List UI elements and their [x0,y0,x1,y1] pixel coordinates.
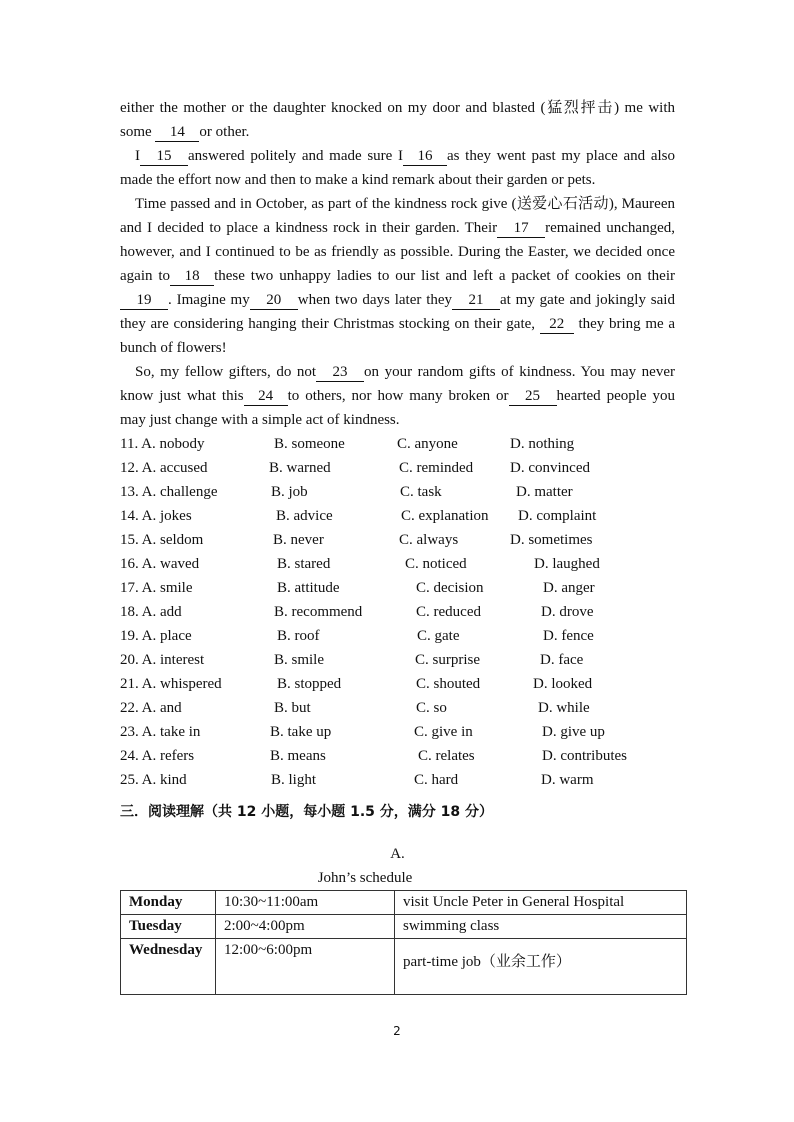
option-row [120,480,675,504]
section-title: 三．阅读理解（共 12 小题，每小题 1.5 分，满分 18 分） [120,804,494,820]
table-row [121,939,687,995]
option-a[interactable]: 20. A. interest [120,652,205,668]
option-a[interactable]: 15. A. seldom [120,532,204,548]
blank-14[interactable]: 14 [155,124,199,142]
option-a[interactable]: 13. A. challenge [120,484,218,500]
option-b[interactable]: B. someone [274,436,345,452]
text: Time passed and in October, as part of the kindness rock give (送爱心石活动), Maureen and I decided to place a kindness rock in their garden. Their [120,196,675,236]
option-a[interactable]: 17. A. smile [120,580,193,596]
option-b[interactable]: B. smile [274,652,325,668]
paragraph-3 [120,192,675,360]
text: on your random gifts of kindness. You may never know just what this [120,364,675,404]
blank-24[interactable]: 24 [244,388,288,406]
text: when two days later they [297,292,453,308]
option-d[interactable]: D. give up [542,724,605,740]
option-b[interactable]: B. job [271,484,308,500]
option-a[interactable]: 23. A. take in [120,724,201,740]
text: . Imagine my [168,292,250,308]
option-c[interactable]: C. so [416,700,447,716]
option-a[interactable]: 19. A. place [120,628,192,644]
option-b[interactable]: B. take up [270,724,332,740]
option-a[interactable]: 16. A. waved [120,556,200,572]
day-cell: Tuesday [121,915,216,939]
option-row [120,528,675,552]
option-c[interactable]: C. shouted [416,676,481,692]
paragraph-4 [120,360,675,432]
blank-18[interactable]: 18 [170,268,214,286]
option-row [120,648,675,672]
option-a[interactable]: 11. A. nobody [120,436,205,452]
option-d[interactable]: D. nothing [510,436,575,452]
option-c[interactable]: C. relates [418,748,475,764]
option-b[interactable]: B. attitude [277,580,340,596]
blank-25[interactable]: 25 [509,388,557,406]
option-d[interactable]: D. matter [516,484,573,500]
option-d[interactable]: D. drove [541,604,594,620]
option-c[interactable]: C. task [400,484,442,500]
activity-cell: visit Uncle Peter in General Hospital [395,891,687,915]
option-b[interactable]: B. never [273,532,324,548]
blank-17[interactable]: 17 [497,220,545,238]
option-b[interactable]: B. means [270,748,326,764]
option-c[interactable]: C. decision [416,580,484,596]
option-c[interactable]: C. gate [417,628,460,644]
text: at my gate and jokingly said they are considering hanging their Christmas stocking on their gate, [120,292,675,332]
text: So, my fellow gifters, do not [135,364,317,380]
option-c[interactable]: C. reminded [399,460,474,476]
option-d[interactable]: D. warm [541,772,594,788]
option-c[interactable]: C. anyone [397,436,458,452]
text: hearted people you may just change with a simple act of kindness. [120,388,675,428]
option-a[interactable]: 22. A. and [120,700,182,716]
option-row [120,672,675,696]
time-cell: 2:00~4:00pm [216,915,395,939]
option-a[interactable]: 25. A. kind [120,772,187,788]
option-b[interactable]: B. roof [277,628,320,644]
text: to others, nor how many broken or [287,388,509,404]
option-d[interactable]: D. anger [543,580,595,596]
option-a[interactable]: 21. A. whispered [120,676,222,692]
paragraph-1 [120,96,675,144]
option-d[interactable]: D. complaint [518,508,597,524]
section-label: A. [390,846,405,862]
option-c[interactable]: C. explanation [401,508,489,524]
option-d[interactable]: D. contributes [542,748,627,764]
blank-20[interactable]: 20 [250,292,298,310]
blank-15[interactable]: 15 [140,148,188,166]
option-row [120,696,675,720]
option-d[interactable]: D. looked [533,676,593,692]
option-row [120,552,675,576]
option-row [120,744,675,768]
text: remained unchanged, however, and I continued to be as friendly as possible. During the Easter, we decided once again to [120,220,675,284]
option-d[interactable]: D. face [540,652,584,668]
table-row [121,915,687,939]
option-c[interactable]: C. surprise [415,652,480,668]
option-d[interactable]: D. while [538,700,590,716]
text: these two unhappy ladies to our list and left a packet of cookies on their [214,268,675,284]
option-row [120,504,675,528]
option-b[interactable]: B. stared [277,556,331,572]
blank-21[interactable]: 21 [452,292,500,310]
activity-cell: swimming class [395,915,687,939]
option-row [120,624,675,648]
text: answered politely and made sure I [188,148,403,164]
time-cell: 10:30~11:00am [216,891,395,915]
option-c[interactable]: C. always [399,532,459,548]
option-a[interactable]: 12. A. accused [120,460,208,476]
option-d[interactable]: D. fence [543,628,594,644]
option-a[interactable]: 18. A. add [120,604,182,620]
option-c[interactable]: C. reduced [416,604,481,620]
option-c[interactable]: C. noticed [405,556,467,572]
option-b[interactable]: B. warned [269,460,331,476]
time-cell: 12:00~6:00pm [216,939,395,995]
option-row [120,456,675,480]
table-row [121,891,687,915]
blank-16[interactable]: 16 [403,148,447,166]
option-b[interactable]: B. but [274,700,311,716]
blank-23[interactable]: 23 [316,364,364,382]
schedule-table [120,890,687,995]
text: or other. [199,124,250,140]
option-d[interactable]: D. laughed [534,556,600,572]
option-row [120,720,675,744]
option-d[interactable]: D. sometimes [510,532,593,548]
option-b[interactable]: B. recommend [274,604,363,620]
day-cell: Wednesday [121,939,216,995]
activity-cell: part-time job（业余工作） [395,939,687,995]
text: they bring me a bunch of flowers! [120,316,675,356]
option-b[interactable]: B. stopped [277,676,342,692]
blank-22[interactable]: 22 [540,316,574,334]
options-list [120,432,675,792]
text: either the mother or the daughter knocked on my door and blasted (猛烈抨击) me with some [120,100,675,140]
table-title: John’s schedule [317,870,413,886]
paragraph-2 [120,144,675,192]
text: as they went past my place and also made the effort now and then to make a kind remark about their garden or pets. [120,148,675,188]
text: I [135,148,140,164]
option-c[interactable]: C. hard [414,772,459,788]
blank-19[interactable]: 19 [120,292,168,310]
option-b[interactable]: B. advice [276,508,333,524]
page-number: 2 [393,1024,401,1038]
option-d[interactable]: D. convinced [510,460,590,476]
option-a[interactable]: 24. A. refers [120,748,195,764]
option-c[interactable]: C. give in [414,724,473,740]
option-row [120,600,675,624]
option-a[interactable]: 14. A. jokes [120,508,192,524]
option-row [120,576,675,600]
option-b[interactable]: B. light [271,772,317,788]
option-row [120,768,675,792]
page-content [120,96,675,995]
option-row [120,432,675,456]
day-cell: Monday [121,891,216,915]
